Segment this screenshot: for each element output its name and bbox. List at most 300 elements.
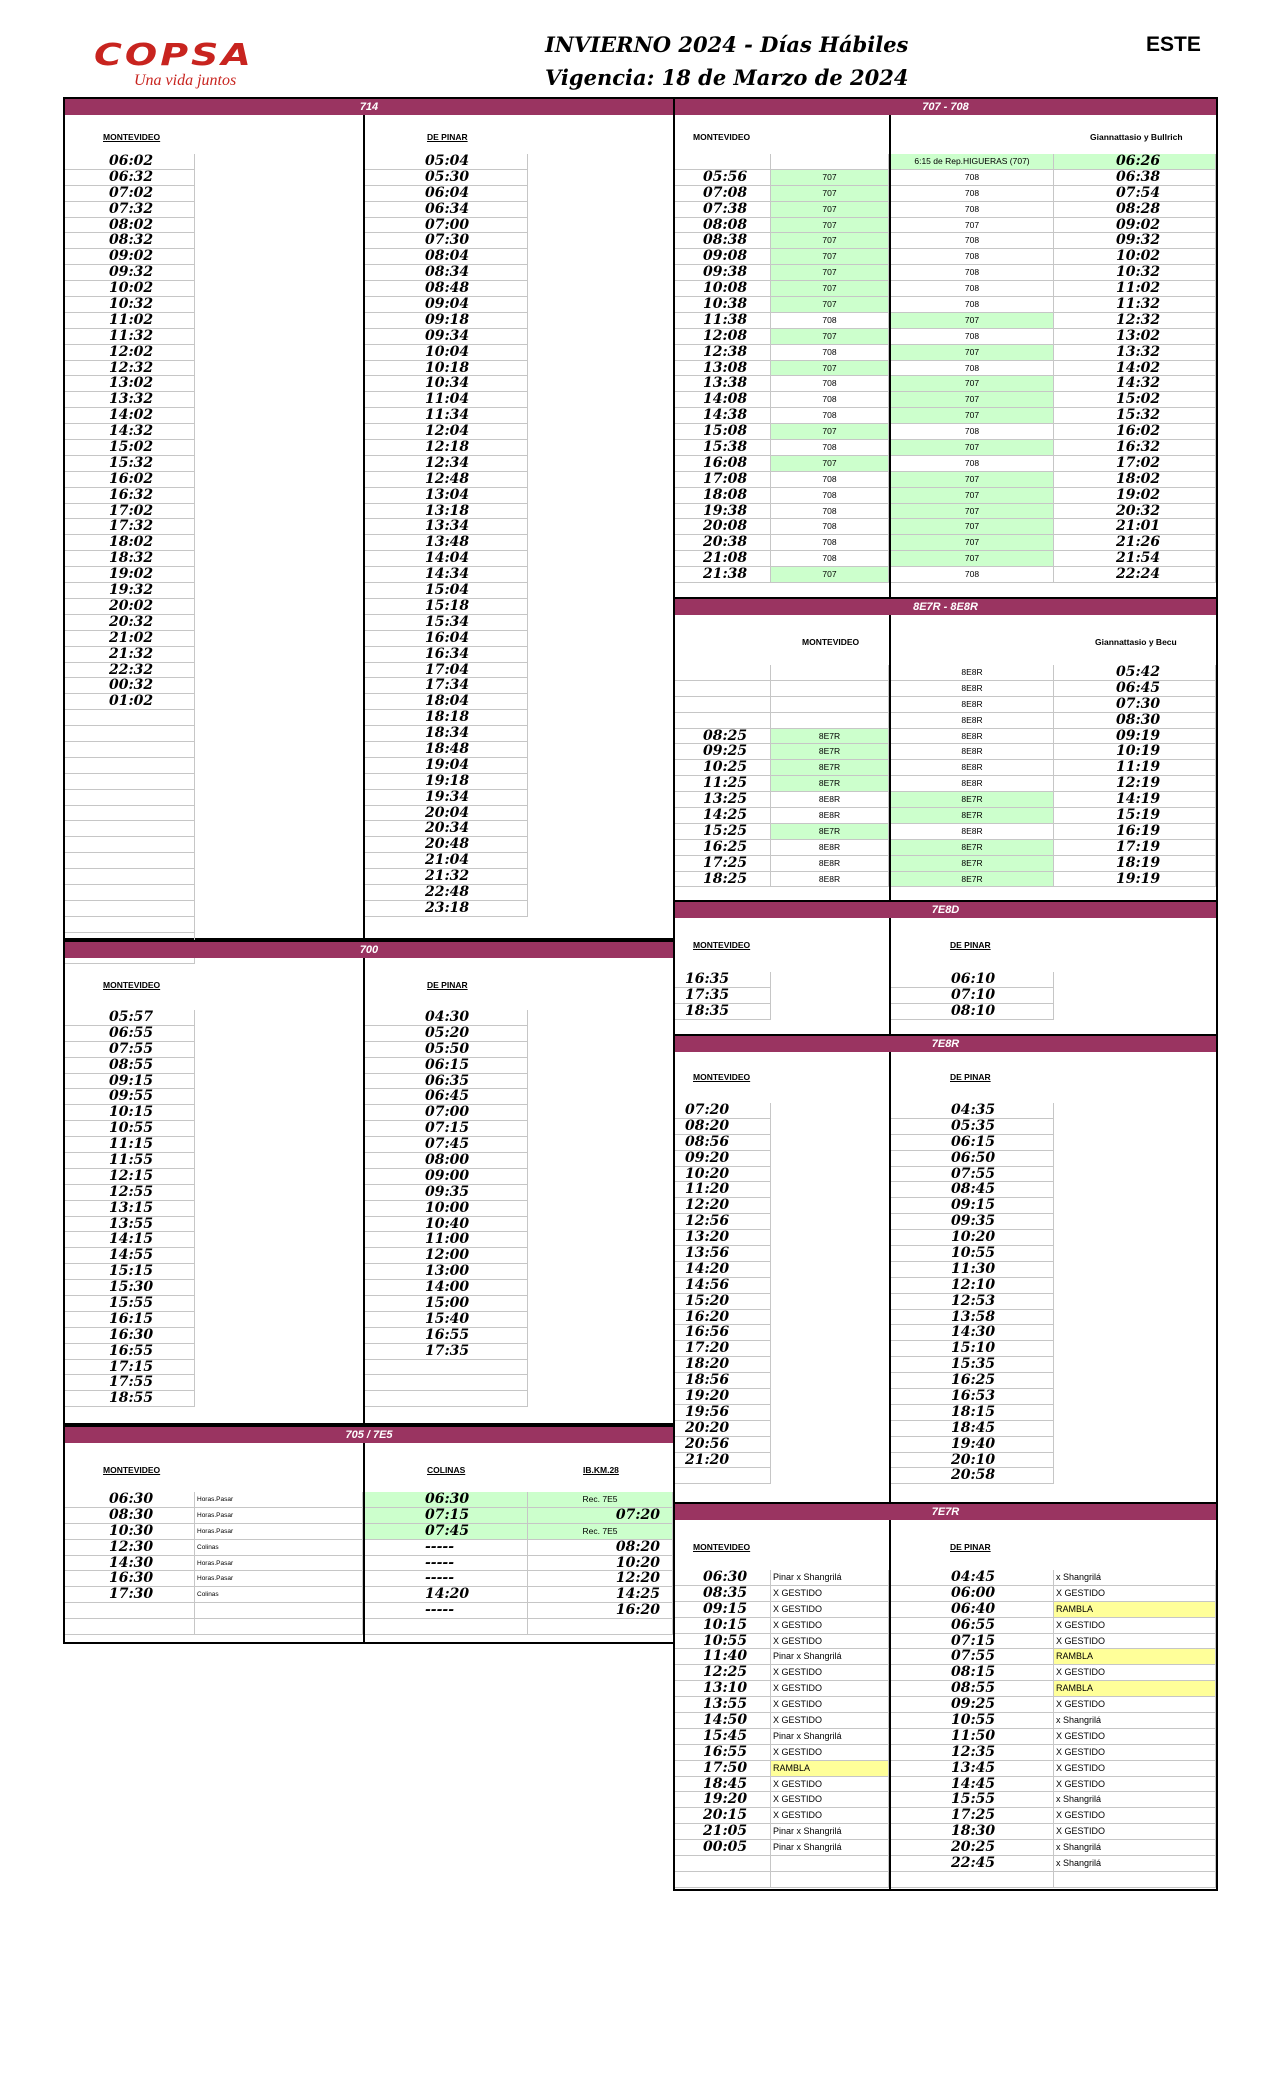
departure-time: 12:48 [365,472,528,488]
table-row [65,694,198,710]
table-row [65,1571,673,1587]
departure-time: 15:25 [675,824,771,840]
route-code: 708 [771,440,889,456]
departure-time: 18:02 [1054,472,1216,488]
departure-time: 20:32 [1054,504,1216,520]
departure-time: 11:32 [65,329,195,345]
departure-time: 18:55 [65,1391,195,1407]
route-note: X GESTIDO [771,1618,889,1634]
table-row [365,1375,528,1391]
table-row [65,1232,198,1248]
departure-time: 15:19 [1054,808,1216,824]
table-row [365,154,528,170]
colinas-time [365,1619,528,1635]
table-row [365,806,528,822]
departure-time: 11:30 [891,1262,1054,1278]
route-note: X GESTIDO [771,1665,889,1681]
departure-time: 20:25 [891,1840,1054,1856]
table-row [65,567,198,583]
departure-time: 08:15 [891,1665,1054,1681]
route-note: X GESTIDO [771,1634,889,1650]
table-row [65,790,198,806]
route-note: X GESTIDO [1054,1777,1216,1793]
table-row [365,742,528,758]
route-note [195,1603,363,1619]
departure-time: 20:32 [65,615,195,631]
table-row [65,1391,198,1407]
departure-time: 10:18 [365,361,528,377]
table-row [675,1246,771,1262]
departure-time: 08:20 [675,1119,771,1135]
origin-note: 6:15 de Rep.HIGUERAS (707) [891,154,1054,170]
colinas-time: 07:15 [365,1508,528,1524]
table-row [365,519,528,535]
departure-time: 10:15 [65,1105,195,1121]
departure-time: 14:19 [1054,792,1216,808]
zone-label: ESTE [1146,33,1201,56]
table-row [675,249,1216,265]
departure-time: 07:55 [891,1649,1054,1665]
table-row [65,1603,673,1619]
departure-time [675,665,771,681]
table-row [65,1169,198,1185]
departure-time: 15:55 [891,1792,1054,1808]
times-montevideo [65,1010,198,1407]
table-row [365,1232,528,1248]
departure-time: 12:34 [365,456,528,472]
table-row [675,1808,1216,1824]
colinas-time: ----- [365,1556,528,1572]
table-row [675,808,1216,824]
table-row [675,872,1216,888]
table-row [65,1248,198,1264]
table-row [675,1198,771,1214]
route-note: X GESTIDO [1054,1665,1216,1681]
departure-time: 12:04 [365,424,528,440]
route-code: 708 [771,313,889,329]
table-row [365,456,528,472]
table-row [891,1004,1054,1020]
departure-time: 17:55 [65,1375,195,1391]
table-row [675,1357,771,1373]
departure-time: 18:15 [891,1405,1054,1421]
line-7e8r-block [673,1034,1218,1504]
table-row [891,1357,1054,1373]
table-row [365,488,528,504]
table-row [365,885,528,901]
departure-time: 18:08 [675,488,771,504]
departure-time: 20:34 [365,821,528,837]
table-row [675,713,1216,729]
route-note: RAMBLA [771,1761,889,1777]
route-code: 708 [771,504,889,520]
copsa-logo [94,36,304,89]
table-row [65,774,198,790]
table-row [65,313,198,329]
table-row [675,1182,771,1198]
table-row [65,519,198,535]
table-row [675,1713,1216,1729]
route-note: X GESTIDO [771,1777,889,1793]
table-row [365,901,528,917]
route-code: 708 [771,345,889,361]
departure-time: 12:53 [891,1294,1054,1310]
table-row [65,1556,673,1572]
departure-time: 05:57 [65,1010,195,1026]
table-row [675,1437,771,1453]
departure-time: 12:32 [65,361,195,377]
departure-time: 15:32 [1054,408,1216,424]
departure-time: 20:58 [891,1468,1054,1484]
departure-time [365,1360,528,1376]
table-row [65,154,198,170]
table-row [365,297,528,313]
departure-time: 21:26 [1054,535,1216,551]
departure-time: 09:08 [675,249,771,265]
col-header-colinas: COLINAS [427,1465,466,1475]
departure-time: 09:32 [1054,233,1216,249]
table-row [65,758,198,774]
table-row [65,535,198,551]
col-header-ibkm28: IB.KM.28 [583,1465,619,1475]
table-row [675,1325,771,1341]
route-code: 8E7R [771,760,889,776]
col-header-de-pinar: DE PINAR [427,980,468,990]
table-row [675,1649,1216,1665]
departure-time: 09:25 [675,744,771,760]
departure-time: 10:20 [675,1167,771,1183]
table-row [65,678,198,694]
departure-time: 16:20 [675,1310,771,1326]
table-row [65,917,198,933]
table-row [675,1824,1216,1840]
table-row [65,1492,673,1508]
table-row [675,440,1216,456]
route-code: 708 [891,456,1054,472]
departure-time: 06:55 [891,1618,1054,1634]
table-row [65,583,198,599]
table-row [365,615,528,631]
table-row [891,1262,1054,1278]
route-code: 8E8R [891,824,1054,840]
route-note: RAMBLA [1054,1649,1216,1665]
col-header-giannattasio-bullrich: Giannattasio y Bullrich [1090,132,1183,142]
departure-time: 17:08 [675,472,771,488]
departure-time [675,697,771,713]
line-707-708-block [673,97,1218,599]
departure-time: 22:24 [1054,567,1216,583]
table-row [365,710,528,726]
departure-time: 14:32 [65,424,195,440]
departure-time: 09:15 [891,1198,1054,1214]
table-row [891,1437,1054,1453]
departure-time: 07:02 [65,186,195,202]
departure-time: 17:15 [65,1360,195,1376]
departure-time: 07:10 [891,988,1054,1004]
departure-time: 13:32 [65,392,195,408]
table-row [675,1004,771,1020]
table-row [65,837,198,853]
table-row [891,1119,1054,1135]
route-note: Horas.Pasar [195,1492,363,1508]
departure-time: 06:35 [365,1074,528,1090]
departure-time: 08:35 [675,1586,771,1602]
departure-time: 11:15 [65,1137,195,1153]
table-row [675,988,771,1004]
table-row [365,265,528,281]
table-row [365,345,528,361]
table-row [675,281,1216,297]
departure-time: 19:38 [675,504,771,520]
departure-time: 12:15 [65,1169,195,1185]
route-code: 707 [771,567,889,583]
departure-time: 16:34 [365,647,528,663]
departure-time: 05:20 [365,1026,528,1042]
departure-time [675,1856,771,1872]
route-note: Horas.Pasar [195,1508,363,1524]
route-code: 707 [771,202,889,218]
table-row [365,821,528,837]
col-header-montevideo: MONTEVIDEO [103,1465,161,1475]
route-code: 708 [891,329,1054,345]
route-note: RAMBLA [1054,1602,1216,1618]
times-de-pinar [891,972,1054,1020]
route-code: 8E7R [771,776,889,792]
table-row [365,1121,528,1137]
table-row [365,233,528,249]
table-row [65,1619,673,1635]
table-row [365,1089,528,1105]
ibkm28-time: 12:20 [528,1571,673,1587]
departure-time: 14:56 [675,1278,771,1294]
departure-time: 16:19 [1054,824,1216,840]
departure-time: 12:55 [65,1185,195,1201]
departure-time: 07:45 [365,1137,528,1153]
departure-time: 09:25 [891,1697,1054,1713]
table-row [675,472,1216,488]
col-header-montevideo: MONTEVIDEO [693,1542,751,1552]
route-note: X GESTIDO [771,1808,889,1824]
table-row [365,361,528,377]
departure-time: 12:38 [675,345,771,361]
departure-time: 13:32 [1054,345,1216,361]
departure-time: 18:45 [891,1421,1054,1437]
departure-time: 08:25 [675,729,771,745]
route-code: 707 [891,551,1054,567]
table-row [891,1103,1054,1119]
route-code: 8E8R [891,744,1054,760]
departure-time: 10:02 [1054,249,1216,265]
table-row [65,392,198,408]
route-code: 8E7R [891,856,1054,872]
page-title: INVIERNO 2024 - Días Hábiles [545,32,909,57]
route-code: 708 [891,424,1054,440]
table-row [365,472,528,488]
ibkm28-time: 16:20 [528,1603,673,1619]
table-row [365,790,528,806]
departure-time: 22:45 [891,1856,1054,1872]
departure-time: 17:25 [891,1808,1054,1824]
table-row [675,424,1216,440]
departure-time: 12:25 [675,1665,771,1681]
departure-time: 05:35 [891,1119,1054,1135]
route-code: 707 [891,218,1054,234]
route-note: X GESTIDO [771,1792,889,1808]
arrival-time: 06:26 [1054,154,1216,170]
table-row [675,697,1216,713]
departure-time [675,1872,771,1888]
departure-time: 11:50 [891,1729,1054,1745]
departure-time: 14:50 [675,1713,771,1729]
departure-time: 06:34 [365,202,528,218]
line-705-title: 705 / 7E5 [65,1427,673,1443]
route-code: 8E8R [891,729,1054,745]
departure-time: 20:48 [365,837,528,853]
departure-time: 12:56 [675,1214,771,1230]
departure-time: 07:15 [365,1121,528,1137]
table-row [675,665,1216,681]
colinas-time: 14:20 [365,1587,528,1603]
departure-time [891,1872,1054,1888]
times-de-pinar [365,1010,528,1407]
table-row [65,1026,198,1042]
table-row [365,392,528,408]
col-header-de-pinar: DE PINAR [950,1072,991,1082]
route-note: X GESTIDO [771,1586,889,1602]
departure-time [65,821,195,837]
departure-time: 15:32 [65,456,195,472]
table-row [65,885,198,901]
route-code: 707 [771,170,889,186]
route-code: 708 [771,488,889,504]
departure-time: 20:08 [675,519,771,535]
departure-time: 19:18 [365,774,528,790]
departure-time: 18:48 [365,742,528,758]
departure-time: 15:04 [365,583,528,599]
departure-time: 13:38 [675,376,771,392]
table-row [891,1167,1054,1183]
table-row [675,1405,771,1421]
table-row [65,1089,198,1105]
departure-time: 12:10 [891,1278,1054,1294]
departure-time [65,742,195,758]
departure-time: 11:19 [1054,760,1216,776]
table-row [891,1453,1054,1469]
departure-time: 09:20 [675,1151,771,1167]
table-row [365,218,528,234]
departure-time [65,869,195,885]
times-montevideo [675,972,771,1020]
departure-time: 14:45 [891,1777,1054,1793]
departure-time: 06:00 [891,1586,1054,1602]
departure-time: 17:20 [675,1341,771,1357]
departure-time: 19:40 [891,1437,1054,1453]
table-row [65,869,198,885]
departure-time: 15:34 [365,615,528,631]
col-header-de-pinar: DE PINAR [427,132,468,142]
route-code: 708 [891,567,1054,583]
table-row [65,249,198,265]
table-row [675,567,1216,583]
table-row [675,1373,771,1389]
departure-time: 22:48 [365,885,528,901]
table-row [65,710,198,726]
col-header-montevideo: MONTEVIDEO [802,637,860,647]
route-note: X GESTIDO [1054,1824,1216,1840]
departure-time: 05:42 [1054,665,1216,681]
departure-time: 20:38 [675,535,771,551]
table-row [891,1182,1054,1198]
departure-time: 16:32 [1054,440,1216,456]
table-row [65,1587,673,1603]
departure-time: 08:32 [65,233,195,249]
departure-time: 18:45 [675,1777,771,1793]
table-row [675,408,1216,424]
departure-time [365,1391,528,1407]
departure-time: 19:34 [365,790,528,806]
departure-time: 10:08 [675,281,771,297]
empty-cell [675,154,771,170]
departure-time: 17:25 [675,856,771,872]
departure-time: 15:15 [65,1264,195,1280]
departure-time: 08:55 [891,1681,1054,1697]
table-row [675,1341,771,1357]
table-row [65,1280,198,1296]
departure-time: 19:20 [675,1389,771,1405]
table-row [365,1312,528,1328]
table-row [675,329,1216,345]
departure-time: 09:35 [891,1214,1054,1230]
route-code: 708 [891,297,1054,313]
departure-time: 16:02 [65,472,195,488]
departure-time: 15:10 [891,1341,1054,1357]
table-row [65,1344,198,1360]
departure-time: 17:04 [365,663,528,679]
route-code [771,681,889,697]
departure-time: 00:32 [65,678,195,694]
route-code: 708 [891,186,1054,202]
departure-time [65,726,195,742]
table-row [675,170,1216,186]
table-row [675,504,1216,520]
line-705-block [63,1425,675,1644]
times-de-pinar [891,1103,1054,1484]
route-code: 8E7R [891,840,1054,856]
table-row [675,233,1216,249]
table-row [675,776,1216,792]
table-row [675,1761,1216,1777]
table-row [675,681,1216,697]
departure-time: 09:38 [675,265,771,281]
table-row [365,535,528,551]
departure-time: 05:50 [365,1042,528,1058]
table-row [675,1745,1216,1761]
departure-time: 20:15 [675,1808,771,1824]
table-row [675,1135,771,1151]
departure-time: 21:54 [1054,551,1216,567]
schedule-705 [65,1492,673,1635]
table-row [675,1840,1216,1856]
table-row [675,202,1216,218]
departure-time: 11:55 [65,1153,195,1169]
line-700-title: 700 [65,942,673,958]
departure-time: 12:00 [365,1248,528,1264]
ibkm28-time: 07:20 [528,1508,673,1524]
table-row [675,1119,771,1135]
route-code: 707 [771,249,889,265]
table-row [365,869,528,885]
departure-time: 08:30 [1054,713,1216,729]
